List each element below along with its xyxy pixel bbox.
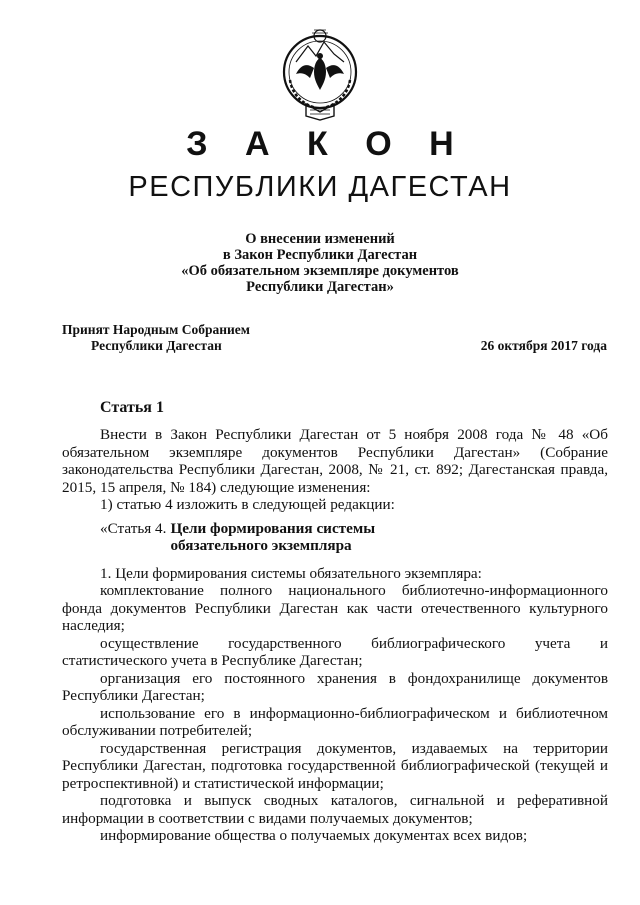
heading-line: «Об обязательном экземпляре документов — [181, 263, 459, 279]
goal-item: комплектование полного национального библиотечно-информационного фонда документов Республики Дагестан как части отечественного культурного наследия; — [62, 582, 608, 634]
article-4-label: «Статья 4. — [100, 519, 167, 537]
article-1-title: Статья 1 — [100, 399, 164, 416]
article-4-title-line-1: Цели формирования системы — [170, 519, 376, 537]
heading-line: О внесении изменений — [245, 231, 395, 247]
adopted-by — [62, 322, 250, 354]
heading-line: Республики Дагестан» — [246, 279, 394, 295]
article-1-item-1: 1) статью 4 изложить в следующей редакции: — [100, 496, 395, 513]
article-4-heading — [62, 520, 608, 555]
article-4-point-1: 1. Цели формирования системы обязательного экземпляра: — [100, 564, 482, 582]
goal-item: осуществление государственного библиографического учета и статистического учета в Республике Дагестан; — [62, 634, 608, 669]
article-4-title-line-2: обязательного экземпляра — [170, 537, 352, 554]
coat-of-arms-emblem — [276, 22, 364, 122]
goal-item: подготовка и выпуск сводных каталогов, сигнальной и реферативной информации в соответствии с видами получаемых документов; — [62, 792, 608, 827]
goal-item: организация его постоянного хранения в фондохранилище документов Республики Дагестан; — [62, 669, 608, 704]
heading-line: в Закон Республики Дагестан — [222, 247, 418, 263]
law-heading — [0, 231, 640, 295]
adopted-line-2: Республики Дагестан — [91, 338, 222, 353]
law-subtitle: РЕСПУБЛИКИ ДАГЕСТАН — [128, 171, 512, 203]
goal-item: использование его в информационно-библиографическом и библиотечном обслуживании потребителей; — [62, 704, 608, 739]
article-4-title — [166, 520, 375, 555]
goal-item: информирование общества о получаемых документах всех видов; — [100, 827, 528, 844]
article-1-body — [62, 426, 608, 845]
article-1-intro: Внести в Закон Республики Дагестан от 5 ноября 2008 года № 48 «Об обязательном экземпляре документов Республики Дагестан» (Собрание законодательства Республики Дагестан, 2008, № 21, ст. 892; Дагестанская правда, 2015, 15 апреля, № 184) следующие изменения: — [62, 426, 608, 496]
adoption-date: 26 октября 2017 года — [480, 338, 607, 353]
goal-item: государственная регистрация документов, издаваемых на территории Республики Дагестан, подготовка государственной библиографической (текущей и ретроспективной) и статистической информации; — [62, 739, 608, 792]
dagestan-coat-of-arms-icon — [276, 22, 364, 122]
law-title: З А К О Н — [186, 125, 468, 163]
adopted-line-1: Принят Народным Собранием — [62, 322, 250, 337]
